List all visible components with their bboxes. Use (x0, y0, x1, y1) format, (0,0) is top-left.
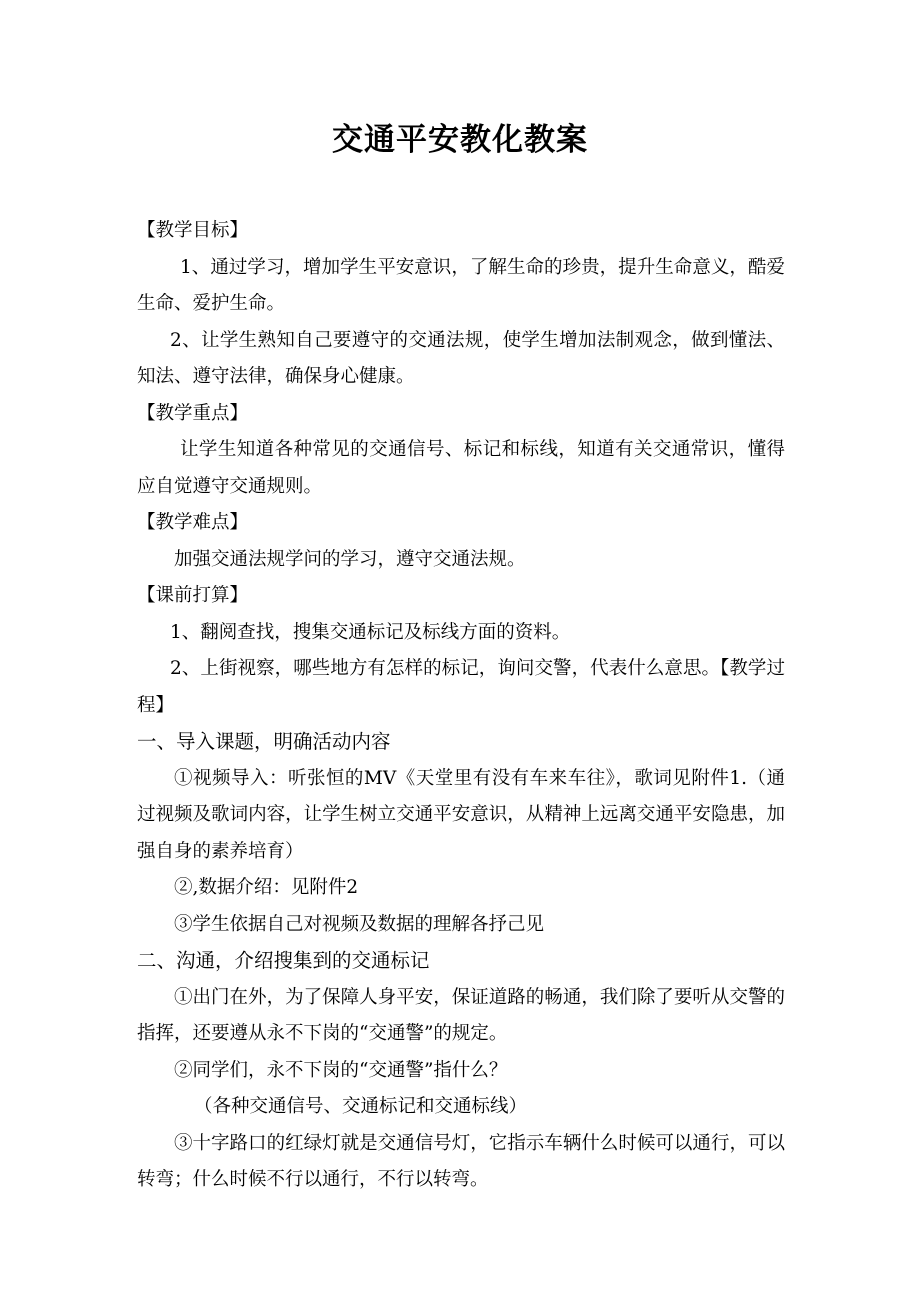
section-heading-objectives: 【教学目标】 (137, 220, 249, 241)
part-one-item-3: ③学生依据自己对视频及数据的理解各抒己见 (174, 913, 545, 935)
part-two-item-3: ③十字路口的红绿灯就是交通信号灯，它指示车辆什么时候可以通行，可以转弯；什么时候不行以通行，不行以转弯。 (137, 1132, 785, 1190)
part-two-answer: （各种交通信号、交通标记和交通标线） (194, 1096, 528, 1117)
section-heading-key-points: 【教学重点】 (137, 402, 249, 424)
part-one-item-2: ②,数据介绍：见附件2 (174, 877, 359, 898)
objective-1: 1、通过学习，增加学生平安意识，了解生命的珍贵，提升生命意义，酷爱生命、爱护生命。 (137, 256, 785, 314)
objective-2: 2、让学生熟知自己要遵守的交通法规，使学生增加法制观念，做到懂法、知法、遵守法律，确保身心健康。 (137, 329, 785, 387)
part-two-item-1: ①出门在外，为了保障人身平安，保证道路的畅通，我们除了要听从交警的指挥，还要遵从永不下岗的“交通警”的规定。 (137, 986, 785, 1044)
part-one-heading: 一、导入课题，明确活动内容 (137, 730, 391, 753)
document-title: 交通平安教化教案 (332, 122, 588, 158)
part-two-item-2: ②同学们，永不下岗的“交通警”指什么？ (174, 1059, 508, 1081)
document-body (137, 213, 785, 1199)
difficulties-text: 加强交通法规学问的学习，遵守交通法规。 (174, 548, 526, 570)
preparation-1: 1、翻阅查找，搜集交通标记及标线方面的资料。 (170, 621, 571, 643)
part-one-item-1: ①视频导入：听张恒的MV《天堂里有没有车来车往》，歌词见附件1.（通过视频及歌词内容，让学生树立交通平安意识，从精神上远离交通平安隐患，加强自身的素养培育） (137, 767, 785, 862)
key-points-text: 让学生知道各种常见的交通信号、标记和标线，知道有关交通常识，懂得应自觉遵守交通规则。 (137, 439, 785, 497)
section-heading-preparation: 【课前打算】 (137, 585, 249, 606)
preparation-2: 2、上街视察，哪些地方有怎样的标记，询问交警，代表什么意思。【教学过程】 (137, 658, 785, 716)
section-heading-difficulties: 【教学难点】 (137, 512, 249, 533)
part-two-heading: 二、沟通，介绍搜集到的交通标记 (137, 949, 430, 972)
